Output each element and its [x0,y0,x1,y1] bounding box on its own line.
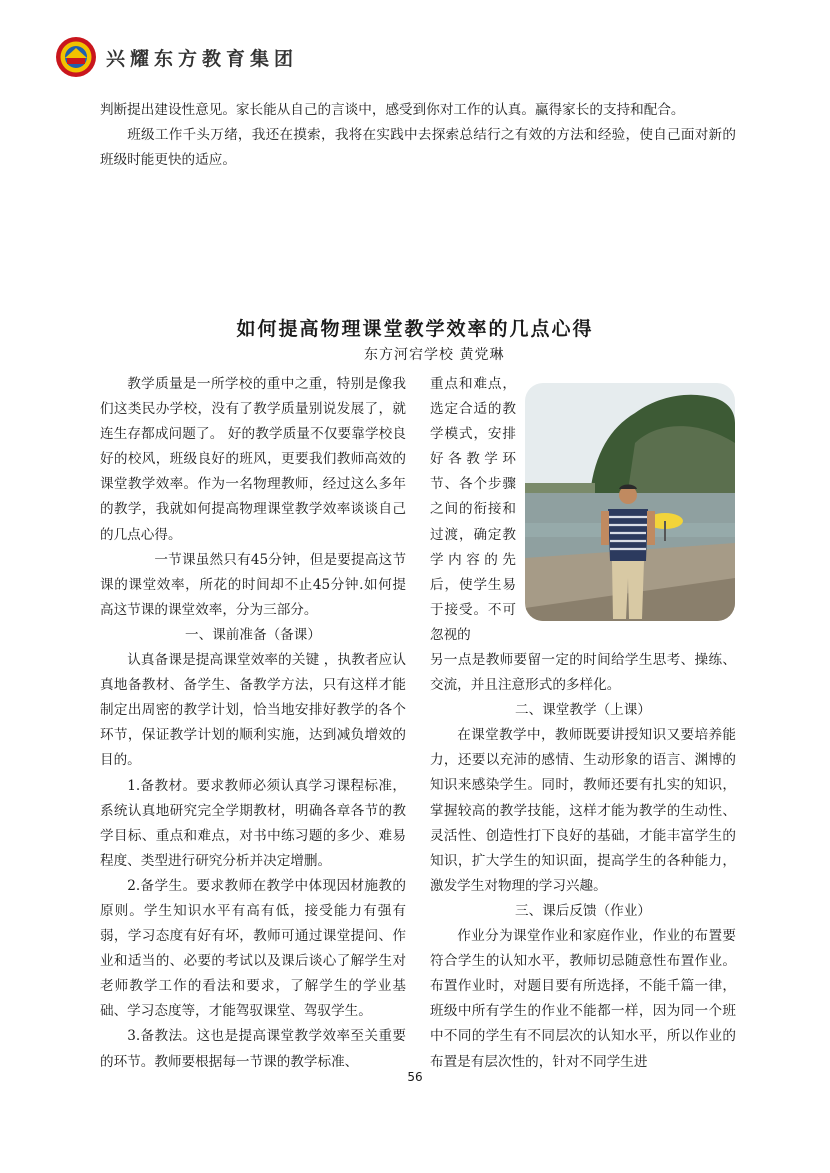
paragraph: 重点和难点，选定合适的教学模式，安排好各教学环节、各个步骤之间的衔接和过渡，确定教学内容的先后，使学生易于接受。不可忽视的 [430,376,516,643]
group-logo [55,36,97,78]
left-column [100,372,406,1075]
paragraph: 在课堂教学中，教师既要讲授知识又要培养能力，还要以充沛的感情、生动形象的语言、渊博的知识来感染学生。同时，教师还要有扎实的知识，掌握较高的教学技能，这样才能为教学的生动性、灵活性、创造性打下良好的基础，才能丰富学生的知识，扩大学生的知识面，提高学生的各种能力，激发学生对物理的学习兴趣。 [430,727,736,894]
paragraph: 认真备课是提高课堂效率的关键 ，执教者应认真地备教材、备学生、备教学方法，只有这样才能制定出周密的教学计划，恰当地安排好教学的各个环节，保证教学计划的顺利实施，达到减负增效的目的。 [100,652,406,769]
paragraph: 另一点是教师要留一定的时间给学生思考、操练、交流，并且注意形式的多样化。 [430,652,736,694]
right-column [430,648,736,1075]
paragraph: 2.备学生。要求教师在教学中体现因材施教的原则。学生知识水平有高有低，接受能力有强有弱，学习态度有好有坏，教师可通过课堂提问、作业和适当的、必要的考试以及课后谈心了解学生对老师教学工作的看法和要求，了解学生的学业基础、学习态度等，才能驾驭课堂、驾驭学生。 [100,877,406,1020]
organization-name: 兴耀东方教育集团 [106,48,299,70]
section-heading: 一、课前准备（备课） [185,626,321,643]
page-header [0,0,830,80]
section-heading: 三、课后反馈（作业） [515,902,651,919]
paragraph: 3.备教法。这也是提高课堂教学效率至关重要的环节。教师要根据每一节课的教学标准、 [100,1028,406,1070]
section-heading: 二、课堂教学（上课） [515,702,651,719]
narrow-column [430,372,516,648]
page-number: 56 [407,1070,423,1084]
paragraph: 班级工作千头万绪，我还在摸索，我将在实践中去探索总结行之有效的方法和经验，使自己面对新的班级时能更快的适应。 [100,127,736,168]
author-photo [525,383,735,621]
paragraph: 判断提出建设性意见。家长能从自己的言谈中，感受到你对工作的认真。赢得家长的支持和配合。 [100,102,685,118]
article-author: 东方河宕学校 黄党琳 [364,347,505,363]
previous-article-ending [100,98,736,173]
paragraph: 一节课虽然只有45分钟，但是要提高这节课的课堂效率，所花的时间却不止45分钟.如何提高这节课的课堂效率，分为三部分。 [100,551,406,618]
article-title: 如何提高物理课堂教学效率的几点心得 [236,318,594,340]
paragraph: 1.备教材。要求教师必须认真学习课程标准，系统认真地研究完全学期教材，明确各章各节的教学目标、重点和难点，对书中练习题的多少、难易程度、类型进行研究分析并决定增删。 [100,777,406,869]
paragraph: 作业分为课堂作业和家庭作业，作业的布置要符合学生的认知水平，教师切忌随意性布置作业。布置作业时，对题目要有所选择，不能千篇一律，班级中所有学生的作业不能都一样，因为同一个班中不同的学生有不同层次的认知水平，所以作业的布置是有层次性的，针对不同学生进 [430,928,736,1070]
paragraph: 教学质量是一所学校的重中之重，特别是像我们这类民办学校，没有了教学质量别说发展了，就连生存都成问题了。 好的教学质量不仅要靠学校良好的校风，班级良好的班风，更要我们教师高效的课堂教学效率。作为一名物理教师，经过这么多年的教学，我就如何提高物理课堂教学效率谈谈自己的几点心得。 [100,376,406,543]
